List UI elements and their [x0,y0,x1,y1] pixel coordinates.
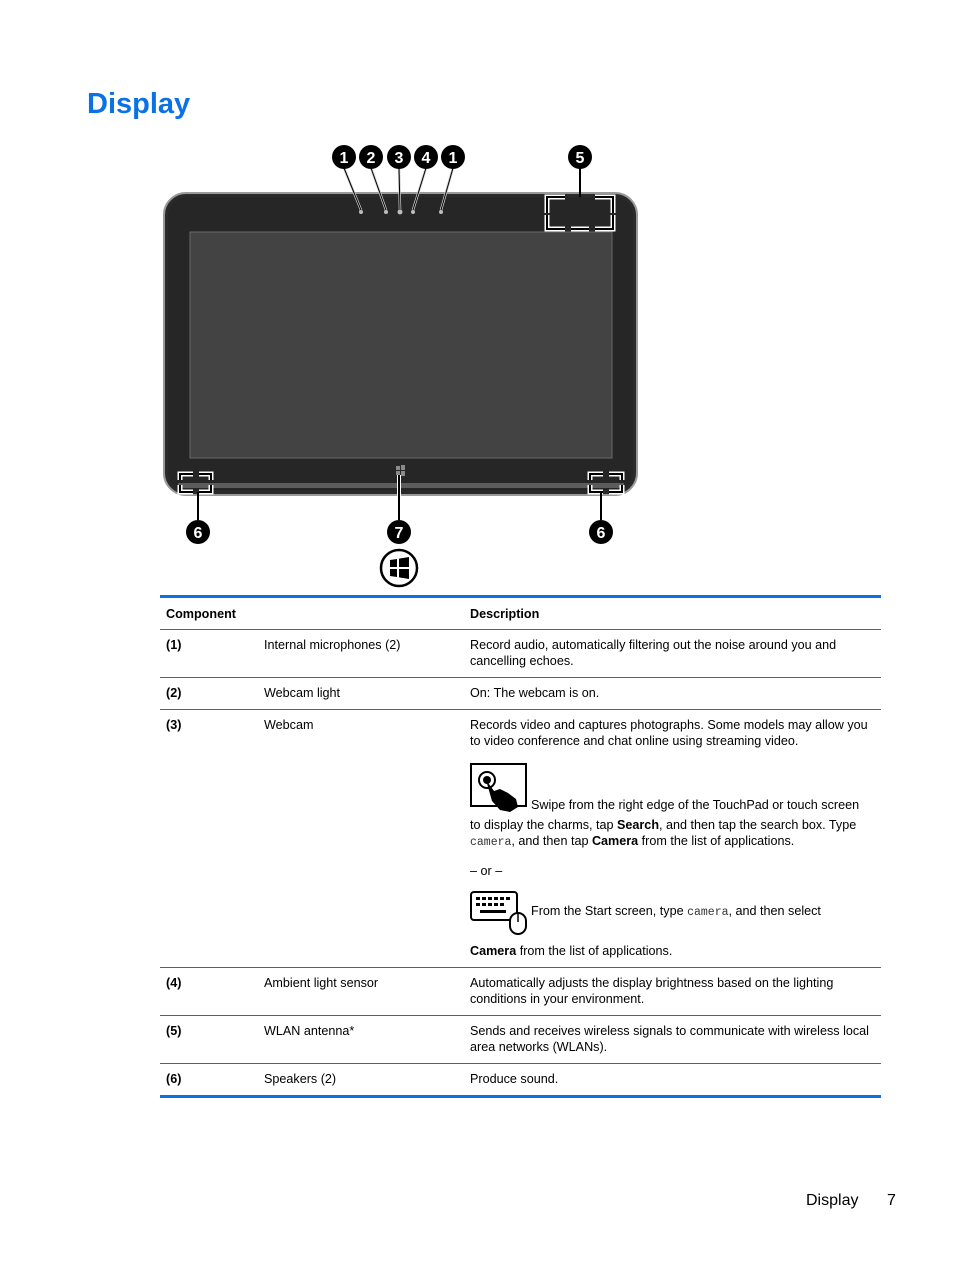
table-row: (3) Webcam Records video and captures photographs. Some models may allow you to video conference and chat online using streaming video. Swipe from the right edge of the TouchPad or touch screen to display the charms, tap Search, and then tap the search box. Type camera, and then tap Camera from the list of applications. – or – From the Start screen, type camera, and then select Camera from the list of applications. [160,710,881,968]
table-row: (2) Webcam light On: The webcam is on. [160,678,881,710]
table-row: (6) Speakers (2) Produce sound. [166,1072,559,1086]
callout-1a [332,145,356,169]
header-component: Component [166,607,236,621]
header-description: Description [470,607,540,621]
callout-1b [441,145,465,169]
svg-text:6: 6 [193,525,203,542]
callout-2 [359,145,383,169]
table-row: (5) WLAN antenna* Sends and receives wireless signals to communicate with wireless local area networks (WLANs). [160,1016,881,1064]
touch-swipe-icon [470,763,528,813]
svg-text:5: 5 [575,150,585,167]
footer-page-number: 7 [887,1192,896,1209]
svg-text:4: 4 [421,150,431,167]
tablet-screen [190,232,612,458]
table-row: (1) Internal microphones (2) Record audio, automatically filtering out the noise around you and cancelling echoes. [160,630,881,678]
windows-button-icon [381,550,417,586]
svg-text:1: 1 [448,150,458,167]
keyboard-mouse-icon [470,891,528,935]
callout-3 [387,145,411,169]
component-table [160,595,881,1098]
page-title: Display [87,88,191,120]
callout-5 [568,145,592,169]
svg-text:3: 3 [394,150,404,167]
table-header [160,598,881,630]
callout-6b [589,520,613,544]
callout-6a [186,520,210,544]
svg-text:6: 6 [596,525,606,542]
footer-section: Display [806,1192,859,1209]
callout-4 [414,145,438,169]
svg-text:2: 2 [366,150,376,167]
callout-7 [387,520,411,544]
display-illustration [150,140,660,590]
svg-text:1: 1 [339,150,349,167]
table-row: (4) Ambient light sensor Automatically adjusts the display brightness based on the lighting conditions in your environment. [160,968,881,1016]
svg-text:7: 7 [394,525,404,542]
